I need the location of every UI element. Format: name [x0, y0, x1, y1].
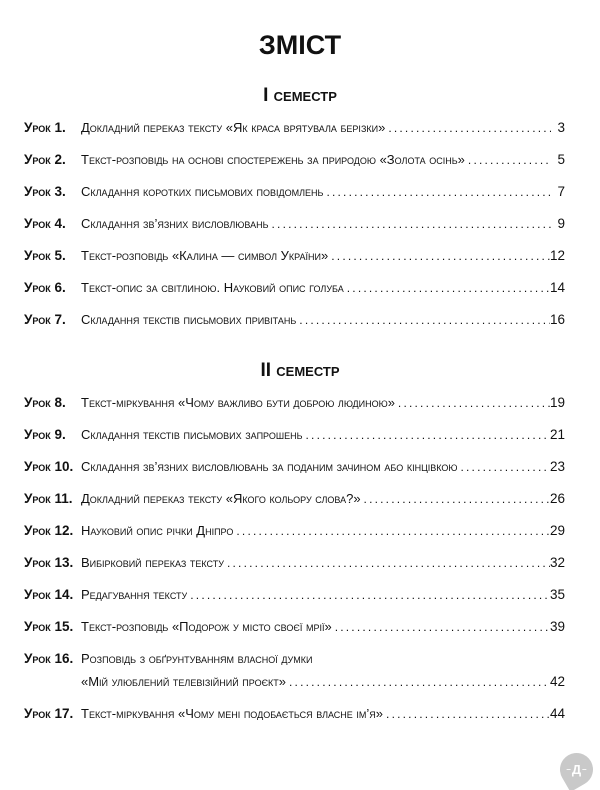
toc-entry-line1	[24, 647, 565, 670]
dot-leader	[306, 419, 550, 451]
lesson-title: Складання зв’язних висловлювань	[81, 216, 269, 231]
lesson-label: Урок 6.	[24, 280, 66, 295]
toc-entry	[24, 144, 565, 176]
page-number: 3	[557, 120, 565, 135]
dot-leader	[236, 515, 550, 547]
dot-leader	[468, 144, 551, 176]
lesson-label: Урок 3.	[24, 184, 66, 199]
semester-heading: ІІ семестр	[260, 360, 340, 381]
page-number: 19	[549, 395, 565, 410]
lesson-title: Докладний переказ тексту «Якого кольору слова?»	[81, 491, 361, 506]
lesson-label: Урок 1.	[24, 120, 66, 135]
page-number: 16	[549, 312, 565, 327]
lesson-label: Урок 5.	[24, 248, 66, 263]
lesson-label: Урок 9.	[24, 427, 66, 442]
publisher-logo-icon	[554, 747, 599, 790]
page-number: 44	[549, 706, 565, 721]
dot-leader	[331, 240, 550, 272]
toc-entry	[24, 419, 565, 451]
lesson-label: Урок 7.	[24, 312, 66, 327]
semester-heading: І семестр	[263, 85, 337, 106]
page-title: ЗМІСТ	[258, 30, 342, 60]
lesson-title: Текст-розповідь «Калина — символ України»	[81, 248, 329, 263]
lesson-label: Урок 14.	[24, 587, 74, 602]
semester-section	[0, 85, 600, 336]
toc-entry	[24, 515, 565, 547]
toc-entry	[24, 611, 565, 643]
publisher-logo-letter: – Д –	[560, 753, 593, 786]
lesson-title: Текст-розповідь «Подорож у місто своєї мрії»	[81, 619, 332, 634]
toc-entry	[24, 112, 565, 144]
lesson-label: Урок 10.	[24, 459, 74, 474]
lesson-title: Докладний переказ тексту «Як краса врятувала берізки»	[81, 120, 386, 135]
dot-leader	[460, 451, 550, 483]
dot-leader	[398, 387, 550, 419]
lesson-label: Урок 2.	[24, 152, 66, 167]
toc-entry	[24, 579, 565, 611]
page-number: 39	[549, 619, 565, 634]
dot-leader	[347, 272, 550, 304]
page-number: 23	[549, 459, 565, 474]
page-number: 12	[549, 248, 565, 263]
lesson-title: Складання текстів письмових запрошень	[81, 427, 303, 442]
toc-entry	[24, 547, 565, 579]
lesson-label: Урок 12.	[24, 523, 74, 538]
lesson-title: Науковий опис річки Дніпро	[81, 523, 234, 538]
lesson-title: Текст-міркування «Чому мені подобається власне ім’я»	[81, 706, 384, 721]
page-number: 9	[557, 216, 565, 231]
lesson-label: Урок 13.	[24, 555, 74, 570]
lesson-label: Урок 8.	[24, 395, 66, 410]
dot-leader	[335, 611, 550, 643]
toc-entry	[24, 208, 565, 240]
toc-entry	[24, 643, 565, 698]
lesson-title: Розповідь з обґрунтуванням власної думки	[81, 651, 313, 666]
semester-section	[0, 360, 600, 730]
lesson-title: Вибірковий переказ тексту	[81, 555, 224, 570]
page-number: 14	[549, 280, 565, 295]
lesson-title-line2: «Мій улюблений телевізійний проєкт»	[81, 674, 287, 689]
toc-entry	[24, 176, 565, 208]
toc-entry	[24, 451, 565, 483]
toc-sections	[0, 85, 600, 730]
lesson-title: Складання зв’язних висловлювань за поданим зачином або кінцівкою	[81, 459, 458, 474]
lesson-label: Урок 11.	[24, 491, 73, 506]
page-number: 35	[549, 587, 565, 602]
lesson-title: Текст-опис за світлиною. Науковий опис голуба	[81, 280, 344, 295]
toc-rows	[0, 112, 600, 336]
page-number: 21	[549, 427, 565, 442]
lesson-title: Редагування тексту	[81, 587, 188, 602]
dot-leader	[386, 698, 550, 730]
toc-entry	[24, 240, 565, 272]
toc-entry	[24, 483, 565, 515]
lesson-title: Складання текстів письмових привітань	[81, 312, 297, 327]
dot-leader	[299, 304, 550, 336]
dot-leader	[289, 671, 550, 694]
dot-leader	[190, 579, 550, 611]
page-number: 32	[549, 555, 565, 570]
lesson-label: Урок 4.	[24, 216, 66, 231]
lesson-label: Урок 17.	[24, 706, 74, 721]
dot-leader	[272, 208, 552, 240]
toc-entry	[24, 698, 565, 730]
toc-entry-line2	[24, 670, 565, 693]
toc-rows	[0, 387, 600, 730]
dot-leader	[227, 547, 550, 579]
lesson-title: Текст-міркування «Чому важливо бути доброю людиною»	[81, 395, 395, 410]
dot-leader	[326, 176, 551, 208]
lesson-label: Урок 15.	[24, 619, 74, 634]
lesson-title: Складання коротких письмових повідомлень	[81, 184, 324, 199]
lesson-label: Урок 16.	[24, 651, 74, 666]
dot-leader	[388, 112, 551, 144]
page-number: 42	[549, 674, 565, 689]
dot-leader	[364, 483, 550, 515]
toc-entry	[24, 304, 565, 336]
toc-entry	[24, 272, 565, 304]
page-number: 26	[549, 491, 565, 506]
toc-entry	[24, 387, 565, 419]
page-number: 7	[557, 184, 565, 199]
page-number: 5	[557, 152, 565, 167]
page-number: 29	[549, 523, 565, 538]
lesson-title: Текст-розповідь на основі спостережень за природою «Золота осінь»	[81, 152, 465, 167]
